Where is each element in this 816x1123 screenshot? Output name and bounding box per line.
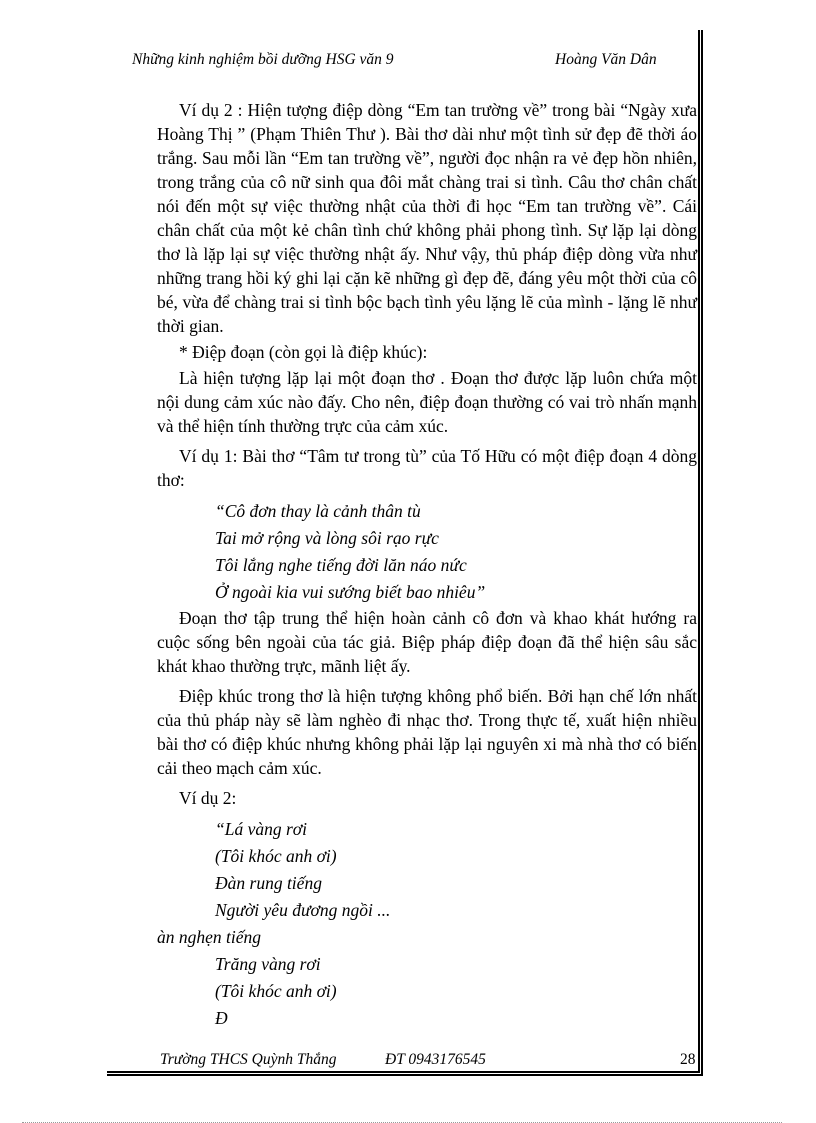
paragraph-example-1: Ví dụ 1: Bài thơ “Tâm tư trong tù” của Tố Hữu có một điệp đoạn 4 dòng thơ: — [157, 446, 697, 490]
poem-line: Tôi lắng nghe tiếng đời lăn náo nức — [215, 555, 467, 575]
document-body — [157, 98, 697, 1032]
header-author: Hoàng Văn Dân — [555, 51, 657, 68]
paragraph-example-2b: Ví dụ 2: — [179, 788, 237, 808]
poem-line: Đ — [215, 1008, 228, 1028]
paragraph-example-2: Ví dụ 2 : Hiện tượng điệp dòng “Em tan trường về” trong bài “Ngày xưa Hoàng Thị ” (Phạm Thiên Thư ). Bài thơ dài như một tình sử đẹp đẽ thời áo trắng. Sau mỗi lần “Em tan trường về”, người đọc nhận ra vẻ đẹp hồn nhiên, trong trắng của cô nữ sinh qua đôi mắt chàng trai si tình. Câu thơ chân chất nói đến một sự việc thường nhật của thời đi học “Em tan trường về”. Cái chân chất của một kẻ chân tình chứ không phải phong tình. Sự lặp lại dòng thơ là lặp lại sự việc thường nhật ấy. Như vậy, thủ pháp điệp dòng vừa như những trang hồi ký ghi lại cặn kẽ những gì đẹp đẽ, đáng yêu một thời của cô bé, vừa để chàng trai si tình bộc bạch tình yêu lặng lẽ của mình - lặng lẽ như thời gian. — [157, 100, 697, 336]
page-footer — [160, 1051, 700, 1075]
poem-line: “Cô đơn thay là cảnh thân tù — [215, 501, 421, 521]
paragraph-analysis: Đoạn thơ tập trung thể hiện hoàn cảnh cô đơn và khao khát hướng ra cuộc sống bên ngoài của tác giả. Biệp pháp điệp đoạn đã thể hiện sâu sắc khát khao thường trực, mãnh liệt ấy. — [157, 608, 697, 676]
poem-line: (Tôi khóc anh ơi) — [215, 846, 337, 866]
poem-line: (Tôi khóc anh ơi) — [215, 981, 337, 1001]
paragraph-definition: Là hiện tượng lặp lại một đoạn thơ . Đoạn thơ được lặp luôn chứa một nội dung cảm xúc nào đấy. Cho nên, điệp đoạn thường có vai trò nhấn mạnh và thể hiện tính thường trực của cảm xúc. — [157, 368, 697, 436]
poem-line: “Lá vàng rơi — [215, 819, 307, 839]
page-header — [132, 51, 662, 75]
poem-line: Ở ngoài kia vui sướng biết bao nhiêu” — [215, 582, 486, 602]
poem-line: Tai mở rộng và lòng sôi rạo rực — [215, 528, 439, 548]
section-heading: * Điệp đoạn (còn gọi là điệp khúc): — [179, 342, 428, 362]
poem-line: Người yêu đương ngồi ... — [215, 900, 391, 920]
page-number: 28 — [680, 1051, 696, 1068]
poem-line: Trăng vàng rơi — [215, 954, 321, 974]
footer-school: Trường THCS Quỳnh Thắng — [160, 1051, 337, 1068]
poem-line: àn nghẹn tiếng — [157, 927, 262, 947]
footer-phone: ĐT 0943176545 — [385, 1051, 486, 1068]
header-title: Những kinh nghiệm bồi dưỡng HSG văn 9 — [132, 51, 394, 68]
paragraph-refrain: Điệp khúc trong thơ là hiện tượng không phổ biến. Bởi hạn chế lớn nhất của thủ pháp này sẽ làm nghèo đi nhạc thơ. Trong thực tế, xuất hiện nhiều bài thơ có điệp khúc nhưng không phải lặp lại nguyên xi mà nhà thơ có biến cải theo mạch cảm xúc. — [157, 686, 697, 778]
poem-line: Đàn rung tiếng — [215, 873, 322, 893]
